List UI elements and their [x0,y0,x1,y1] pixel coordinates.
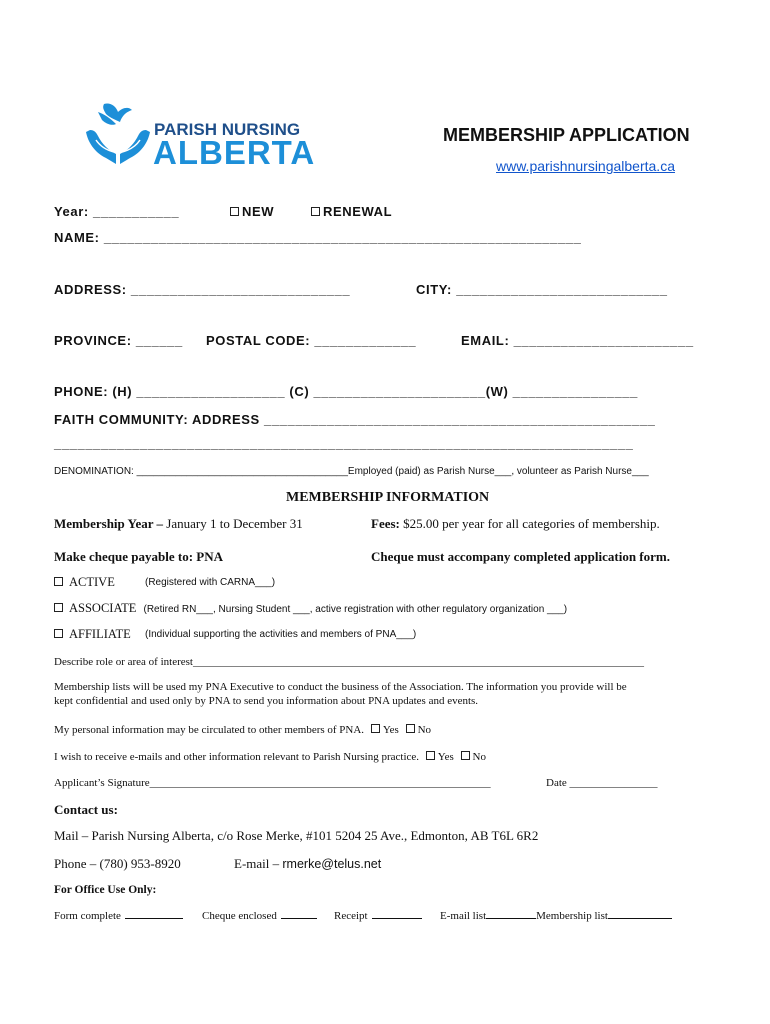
checkbox-icon[interactable] [426,751,435,760]
email-consent-text: I wish to receive e-mails and other information relevant to Parish Nursing practice. [54,751,420,763]
renewal-label: RENEWAL [323,204,393,219]
checkbox-icon[interactable] [406,724,415,733]
email-list-label: E-mail list [440,910,487,922]
cheque-payable: Make cheque payable to: PNA [54,549,223,564]
form-complete-label: Form complete [54,910,121,922]
associate-label: ASSOCIATE [69,601,137,615]
logo-line2: ALBERTA [153,134,316,171]
faith-community-line2[interactable]: __________________________________________________________________________ [54,436,634,451]
contact-heading: Contact us: [54,802,118,817]
date-field[interactable]: Date ________________ [546,777,658,789]
affiliate-option[interactable] [54,627,417,642]
privacy-line1: Membership lists will be used my PNA Executive to conduct the business of the Association. The information you provide will be [54,681,627,693]
fees-label: Fees: [371,516,400,531]
yes-label: Yes [382,724,399,736]
office-receipt [334,910,422,922]
website-link[interactable]: www.parishnursingalberta.ca [496,158,675,174]
office-heading: For Office Use Only: [54,884,157,896]
contact-email-link[interactable]: rmerke@telus.net [282,857,382,871]
page-title: MEMBERSHIP APPLICATION [443,125,690,145]
checkbox-icon[interactable] [371,724,380,733]
checkbox-icon[interactable] [230,207,239,216]
no-label: No [417,724,432,736]
faith-community-field[interactable]: FAITH COMMUNITY: ADDRESS __________________________________________________ [54,412,656,427]
signature-field[interactable]: Applicant’s Signature______________________________________________________________ [54,777,491,789]
affiliate-note: (Individual supporting the activities and members of PNA___) [145,629,417,640]
email-field[interactable]: EMAIL: _______________________ [461,333,694,348]
email-consent [54,751,486,763]
circulate-yes[interactable] [371,724,399,736]
cheque-accompany: Cheque must accompany completed application form. [371,549,670,564]
year-field[interactable]: Year: ___________ [54,204,180,219]
office-cheque-enclosed [202,910,317,922]
fees-value: $25.00 per year for all categories of membership. [399,516,660,531]
membership-heading: MEMBERSHIP INFORMATION [286,490,490,505]
city-field[interactable]: CITY: ___________________________ [416,282,668,297]
yes-label: Yes [437,751,454,763]
active-note: (Registered with CARNA___) [145,577,276,588]
circulate-consent [54,724,431,736]
associate-option[interactable] [54,601,567,616]
contact-mail: Mail – Parish Nursing Alberta, c/o Rose Merke, #101 5204 25 Ave., Edmonton, AB T6L 6R2 [54,828,539,843]
checkbox-icon[interactable] [311,207,320,216]
active-option[interactable] [54,575,276,590]
membership-year [54,516,303,532]
logo [82,96,316,176]
privacy-line2: kept confidential and used only by PNA to send you information about PNA updates and events. [54,695,479,707]
checkbox-icon[interactable] [54,603,63,612]
logo-line1: PARISH NURSING [154,120,301,139]
circulate-no[interactable] [406,724,431,736]
new-label: NEW [242,204,275,219]
associate-note: (Retired RN___, Nursing Student ___, active registration with other regulatory organization ___) [143,604,568,615]
checkbox-icon[interactable] [54,629,63,638]
contact-phone: Phone – (780) 953-8920 [54,856,181,871]
cheque-enclosed-label: Cheque enclosed [202,910,277,922]
receipt-label: Receipt [334,910,368,922]
fees [371,516,660,532]
address-field[interactable]: ADDRESS: ____________________________ [54,282,351,297]
email-consent-no[interactable] [461,751,486,763]
membership-year-label: Membership Year – [54,516,164,531]
province-field[interactable]: PROVINCE: ______ [54,333,183,348]
contact-email-prefix: E-mail – [234,856,283,871]
phone-field[interactable]: PHONE: (H) ___________________ (C) ______________________(W) ________________ [54,384,638,399]
active-label: ACTIVE [69,575,115,589]
circulate-text: My personal information may be circulated to other members of PNA. [54,724,365,736]
contact-email [234,856,381,872]
no-label: No [472,751,486,763]
describe-role-field[interactable]: Describe role or area of interest__________________________________________________________________________________ [54,656,644,668]
checkbox-icon[interactable] [54,577,63,586]
office-email-list [440,910,672,922]
renewal-checkbox[interactable] [311,204,392,219]
denomination-field[interactable]: DENOMINATION: ______________________________________Employed (paid) as Parish Nurse___, volunteer as Parish Nurse___ [54,466,649,477]
office-form-complete [54,910,183,922]
affiliate-label: AFFILIATE [69,627,131,641]
postal-code-field[interactable]: POSTAL CODE: _____________ [206,333,417,348]
new-checkbox[interactable] [230,204,274,219]
name-field[interactable]: NAME: _____________________________________________________________ [54,230,582,245]
membership-list-label: Membership list [536,910,608,922]
email-consent-yes[interactable] [426,751,454,763]
membership-year-value: January 1 to December 31 [163,516,303,531]
dove-hands-icon [82,96,154,168]
checkbox-icon[interactable] [461,751,470,760]
